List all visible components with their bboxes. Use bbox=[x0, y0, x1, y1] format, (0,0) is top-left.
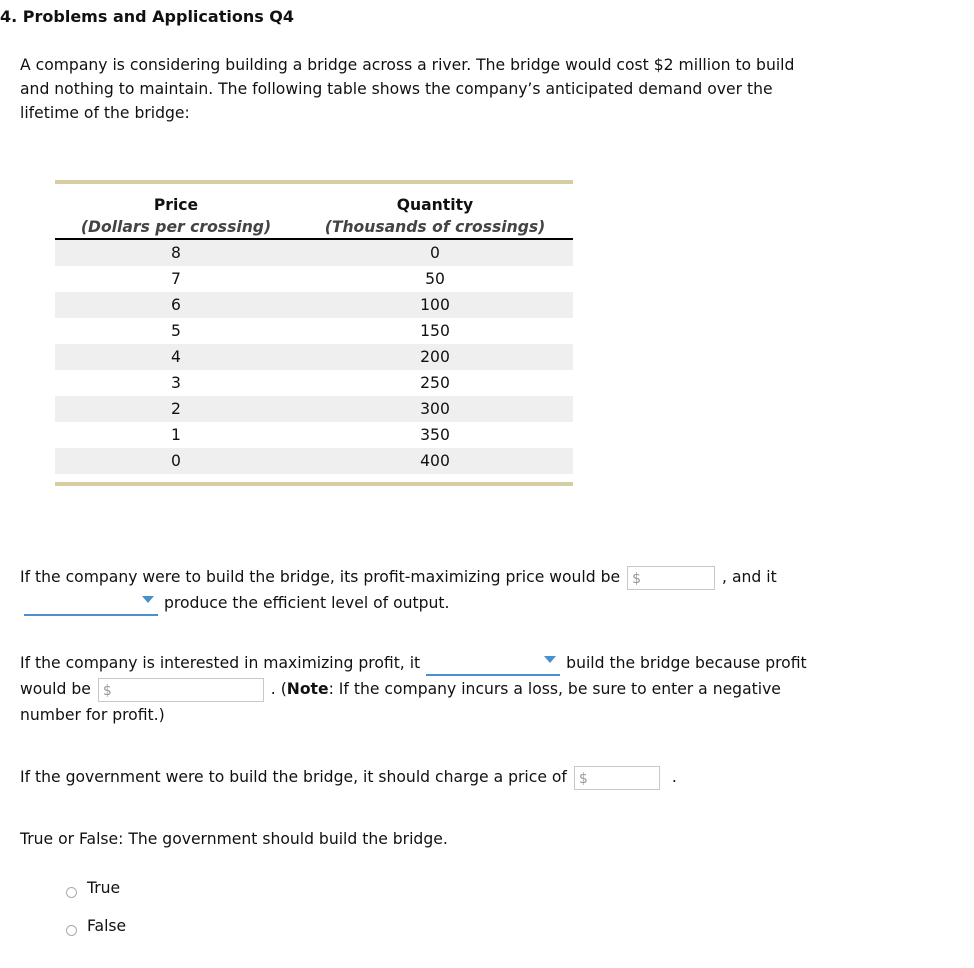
price-cell: 7 bbox=[171, 270, 181, 288]
intro-line: lifetime of the bridge: bbox=[20, 104, 190, 122]
quantity-cell: 400 bbox=[420, 452, 450, 470]
q2-text: . ( bbox=[270, 680, 287, 698]
radio-false[interactable] bbox=[66, 925, 77, 936]
quantity-cell: 50 bbox=[425, 270, 445, 288]
price-cell: 1 bbox=[171, 426, 181, 444]
quantity-unit: (Thousands of crossings) bbox=[324, 218, 546, 236]
price-cell: 0 bbox=[171, 452, 181, 470]
price-cell: 6 bbox=[171, 296, 181, 314]
q2-line1 bbox=[20, 650, 807, 676]
table-row bbox=[55, 266, 573, 292]
build-decision-dropdown[interactable] bbox=[426, 652, 560, 676]
option-false-label[interactable]: False bbox=[87, 917, 127, 935]
quantity-header: Quantity bbox=[396, 196, 474, 214]
q2-line2 bbox=[20, 676, 781, 702]
price-cell: 5 bbox=[171, 322, 181, 340]
q2-text: If the company is interested in maximizing profit, it bbox=[20, 654, 421, 672]
q1-text: If the company were to build the bridge, its profit-maximizing price would be bbox=[20, 568, 621, 586]
profit-input[interactable] bbox=[98, 678, 264, 702]
efficiency-dropdown[interactable] bbox=[24, 592, 158, 616]
table-row bbox=[55, 396, 573, 422]
dollar-sign: $ bbox=[578, 770, 588, 787]
government-price-input[interactable] bbox=[574, 766, 660, 790]
option-true-label[interactable]: True bbox=[87, 879, 121, 897]
table-body bbox=[55, 240, 573, 482]
table-row bbox=[55, 240, 573, 266]
q2-text: would be bbox=[20, 680, 91, 698]
q1-text: produce the efficient level of output. bbox=[164, 594, 450, 612]
quantity-cell: 0 bbox=[430, 244, 440, 262]
q4-text: True or False: The government should build the bridge. bbox=[20, 830, 448, 848]
dollar-sign: $ bbox=[632, 570, 641, 587]
table-row bbox=[55, 318, 573, 344]
price-header: Price bbox=[153, 196, 199, 214]
note-label: Note bbox=[286, 680, 329, 698]
price-cell: 4 bbox=[171, 348, 181, 366]
q3-text: If the government were to build the bridge, it should charge a price of bbox=[20, 768, 567, 786]
price-input[interactable] bbox=[627, 566, 715, 590]
price-cell: 2 bbox=[171, 400, 181, 418]
table-row bbox=[55, 448, 573, 474]
q2-text: : If the company incurs a loss, be sure to enter a negative bbox=[328, 680, 781, 698]
quantity-cell: 300 bbox=[420, 400, 450, 418]
table-row bbox=[55, 370, 573, 396]
quantity-cell: 200 bbox=[420, 348, 450, 366]
radio-true[interactable] bbox=[66, 887, 77, 898]
quantity-cell: 250 bbox=[420, 374, 450, 392]
q1-line1 bbox=[20, 564, 777, 590]
q1-text: , and it bbox=[722, 568, 777, 586]
price-cell: 8 bbox=[171, 244, 181, 262]
q1-line2 bbox=[18, 590, 450, 616]
question-title: 4. Problems and Applications Q4 bbox=[0, 7, 295, 26]
table-row bbox=[55, 292, 573, 318]
q2-text: build the bridge because profit bbox=[566, 654, 807, 672]
dollar-sign: $ bbox=[102, 682, 112, 699]
table-header bbox=[55, 184, 573, 240]
quantity-cell: 150 bbox=[420, 322, 450, 340]
quantity-cell: 350 bbox=[420, 426, 450, 444]
table-row bbox=[55, 422, 573, 448]
intro-line: and nothing to maintain. The following table shows the company’s anticipated demand over the bbox=[20, 80, 773, 98]
price-cell: 3 bbox=[171, 374, 181, 392]
q2-line3: number for profit.) bbox=[20, 706, 165, 724]
q3-line bbox=[20, 764, 677, 790]
price-unit: (Dollars per crossing) bbox=[80, 218, 272, 236]
q3-text: . bbox=[671, 768, 677, 786]
table-row bbox=[55, 344, 573, 370]
demand-table bbox=[55, 180, 573, 486]
quantity-cell: 100 bbox=[420, 296, 450, 314]
intro-line: A company is considering building a bridge across a river. The bridge would cost $2 million to build bbox=[20, 56, 795, 74]
